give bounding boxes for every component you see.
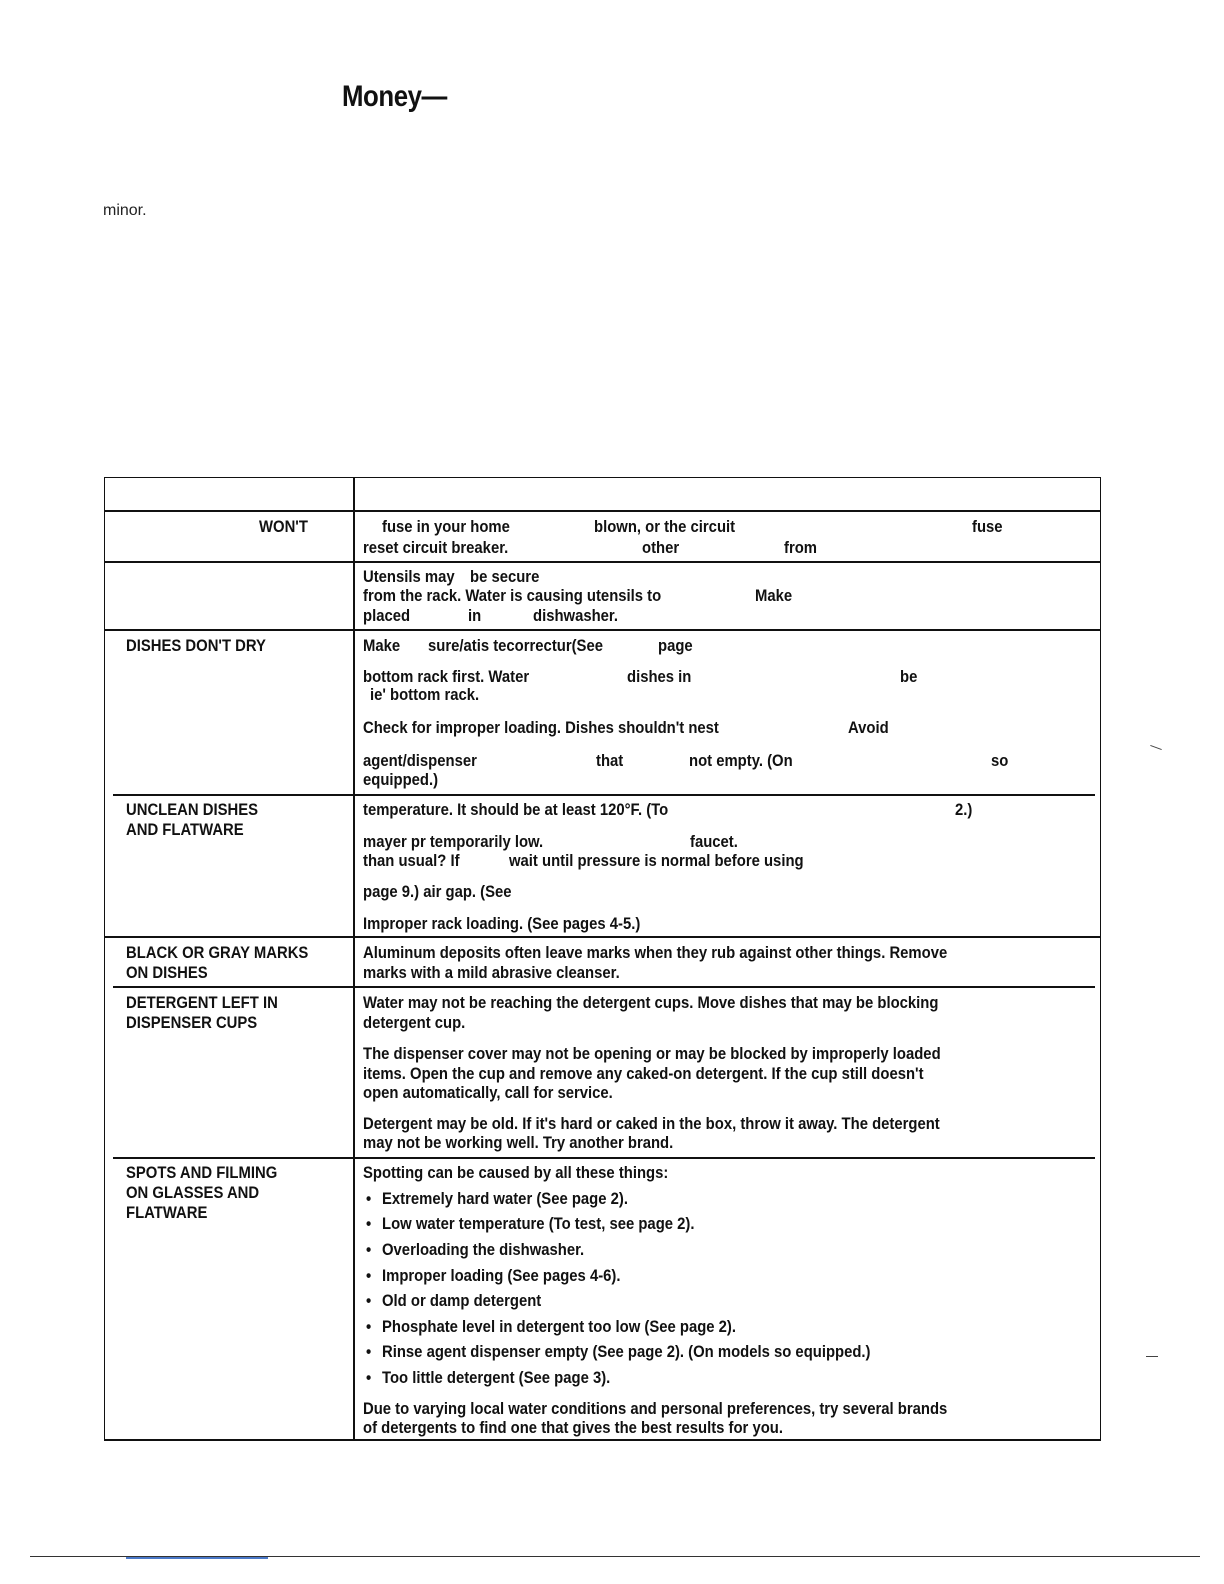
bullet-item: Rinse agent dispenser empty (See page 2). (On models so equipped.) (382, 1343, 871, 1361)
dry-line-2b: dishes in (627, 668, 692, 686)
row-rule-detergent (113, 1157, 1095, 1159)
row-rule-unclean (104, 936, 1101, 938)
bullet-marker: • (366, 1343, 372, 1361)
power-line-1a: fuse in your home (382, 518, 510, 536)
problem-unclean-1: UNCLEAN DISHES (126, 801, 259, 819)
bullet-marker: • (366, 1190, 372, 1208)
unclean-line-2a: mayer pr temporarily low. (363, 833, 544, 851)
row-rule-marks (113, 986, 1095, 988)
dry-line-1c: page (658, 637, 693, 655)
dry-line-2c: be (900, 668, 918, 686)
power-line-2c: from (784, 539, 818, 557)
table-header-rule (104, 510, 1101, 512)
power-line-2b: other (642, 539, 680, 557)
dry-line-5a: agent/dispenser (363, 752, 477, 770)
problem-spots-1: SPOTS AND FILMING (126, 1164, 278, 1182)
spots-lead: Spotting can be caused by all these things: (363, 1164, 669, 1182)
marks-line-2: marks with a mild abrasive cleanser. (363, 964, 620, 982)
dry-line-4b: Avoid (848, 719, 889, 737)
bullet-item: Overloading the dishwasher. (382, 1241, 585, 1259)
detergent-p2-line-3: open automatically, call for service. (363, 1084, 613, 1102)
noise-line-3b: in (468, 607, 482, 625)
bullet-marker: • (366, 1241, 372, 1259)
row-rule-noise (104, 629, 1101, 631)
noise-line-1a: Utensils may (363, 568, 455, 586)
page-title: Money— (342, 80, 447, 113)
problem-detergent-1: DETERGENT LEFT IN (126, 994, 278, 1012)
detergent-p3-line-1: Detergent may be old. If it's hard or caked in the box, throw it away. The detergent (363, 1115, 940, 1133)
problem-unclean-2: AND FLATWARE (126, 821, 244, 839)
bullet-item: Old or damp detergent (382, 1292, 542, 1310)
margin-mark (1150, 745, 1162, 750)
noise-line-3c: dishwasher. (533, 607, 619, 625)
unclean-line-1b: 2.) (955, 801, 973, 819)
page-bottom-accent (126, 1557, 268, 1559)
dry-line-5d: so (991, 752, 1009, 770)
noise-line-2a: from the rack. Water is causing utensils to (363, 587, 662, 605)
marks-line-1: Aluminum deposits often leave marks when they rub against other things. Remove (363, 944, 948, 962)
problem-spots-2: ON GLASSES AND (126, 1184, 260, 1202)
dry-line-5b: that (596, 752, 624, 770)
bullet-marker: • (366, 1292, 372, 1310)
detergent-p3-line-2: may not be working well. Try another brand. (363, 1134, 674, 1152)
bullet-item: Too little detergent (See page 3). (382, 1369, 611, 1387)
bullet-item: Low water temperature (To test, see page 2). (382, 1215, 695, 1233)
bullet-marker: • (366, 1267, 372, 1285)
problem-dry: DISHES DON'T DRY (126, 637, 266, 655)
dry-line-3: ie' bottom rack. (370, 686, 480, 704)
unclean-line-2b: faucet. (690, 833, 738, 851)
detergent-p1-line-2: detergent cup. (363, 1014, 466, 1032)
power-line-1c: fuse (972, 518, 1003, 536)
noise-line-1b: be secure (470, 568, 540, 586)
margin-mark (1146, 1356, 1158, 1357)
problem-marks-2: ON DISHES (126, 964, 208, 982)
bullet-marker: • (366, 1369, 372, 1387)
bullet-item: Improper loading (See pages 4-6). (382, 1267, 621, 1285)
table-column-divider (353, 477, 355, 1441)
unclean-line-4: page 9.) air gap. (See (363, 883, 512, 901)
bullet-item: Phosphate level in detergent too low (See page 2). (382, 1318, 736, 1336)
unclean-line-1a: temperature. It should be at least 120°F. (To (363, 801, 669, 819)
spots-closing-line-2: of detergents to find one that gives the best results for you. (363, 1419, 783, 1437)
dry-line-6: equipped.) (363, 771, 439, 789)
unclean-line-5: Improper rack loading. (See pages 4-5.) (363, 915, 641, 933)
dry-line-1b: sure/atis tecorrectur(See (428, 637, 603, 655)
row-rule-power (104, 561, 1101, 563)
detergent-p1-line-1: Water may not be reaching the detergent cups. Move dishes that may be blocking (363, 994, 939, 1012)
unclean-line-3b: wait until pressure is normal before using (509, 852, 804, 870)
dry-line-1a: Make (363, 637, 401, 655)
power-line-2a: reset circuit breaker. (363, 539, 509, 557)
row-rule-dry (113, 794, 1095, 796)
unclean-line-3a: than usual? If (363, 852, 460, 870)
bullet-item: Extremely hard water (See page 2). (382, 1190, 628, 1208)
problem-detergent-2: DISPENSER CUPS (126, 1014, 258, 1032)
intro-fragment: minor. (103, 202, 147, 219)
problem-marks-1: BLACK OR GRAY MARKS (126, 944, 309, 962)
detergent-p2-line-2: items. Open the cup and remove any caked-on detergent. If the cup still doesn't (363, 1065, 924, 1083)
detergent-p2-line-1: The dispenser cover may not be opening or may be blocked by improperly loaded (363, 1045, 941, 1063)
dry-line-4a: Check for improper loading. Dishes shouldn't nest (363, 719, 719, 737)
noise-line-2b: Make (755, 587, 793, 605)
spots-closing-line-1: Due to varying local water conditions and personal preferences, try several brands (363, 1400, 948, 1418)
noise-line-3a: placed (363, 607, 411, 625)
bullet-marker: • (366, 1318, 372, 1336)
bullet-marker: • (366, 1215, 372, 1233)
problem-spots-3: FLATWARE (126, 1204, 208, 1222)
problem-power: WON'T (259, 518, 308, 536)
dry-line-5c: not empty. (On (689, 752, 793, 770)
dry-line-2a: bottom rack first. Water (363, 668, 530, 686)
power-line-1b: blown, or the circuit (594, 518, 736, 536)
